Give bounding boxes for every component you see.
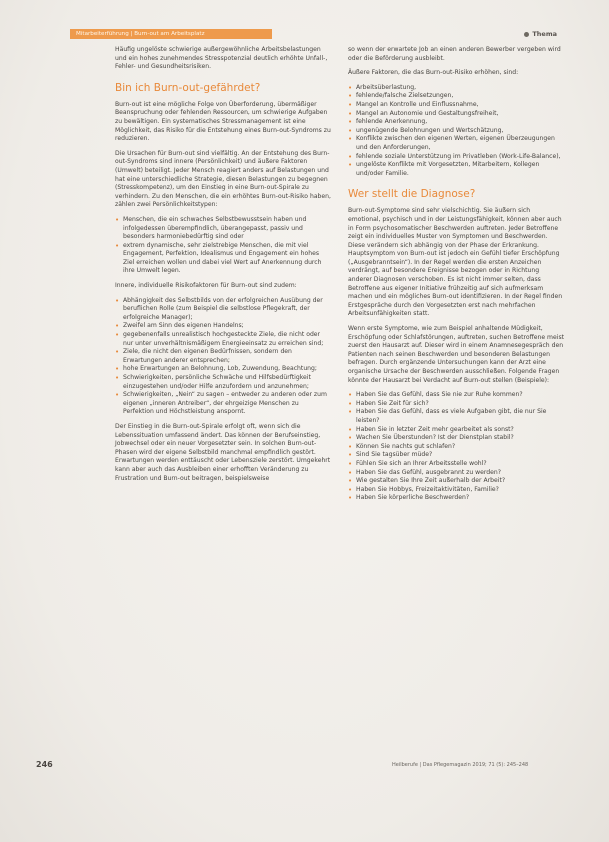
left-intro: Häufig ungelöste schwierige außergewöhnliche Arbeitsbelastungen und ein hohes zunehmendes Stresspotenzial deutlich erhöhte Unfall-, Fehler- und Gesundheitsrisiken. [115,46,328,71]
list-item: • Schwierigkeiten, „Nein“ zu sagen – entweder zu anderen oder zum eigenen „inneren Antreiber“, der ehrgeizige Menschen zu Perfektion und Höchstleistung anspornt. [115,391,331,417]
paragraph: Wenn erste Symptome, wie zum Beispiel anhaltende Müdigkeit, Erschöpfung oder Schlafstörungen, auftreten, suchen Betroffene meist zuerst den Hausarzt auf. Dieser wird in einem Anamnesegespräch den Patienten nach seinen Beschwerden und besonderen Belastungen befragen. Durch ergänzende Untersuchungen kann der Arzt eine organische Ursache der Beschwerden ausschließen. Folgende Fragen könnte der Hausarzt bei Verdacht auf Burn-out stellen (Beispiele): [348,325,565,384]
list-item: • Mangel an Autonomie und Gestaltungsfreiheit, [348,110,564,119]
doctor-questions-list [348,391,564,503]
right-intro: so wenn der erwartete Job an einen anderen Bewerber vergeben wird oder die Beförderung ausbleibt. [348,46,561,62]
journal-reference: Heilberufe | Das Pflegemagazin 2019; 71 (5): 245–248 [392,762,529,768]
left-column [115,46,331,489]
pin-icon [524,32,529,37]
section-tag: Mitarbeiterführung | Burn-out am Arbeitsplatz [70,29,272,39]
list-item: • gegebenenfalls unrealistisch hochgesteckte Ziele, die nicht oder nur unter unverhältnismäßigem Energieeinsatz zu erreichen sind; [115,331,331,348]
paragraph: Burn-out-Symptome sind sehr vielschichtig. Sie äußern sich emotional, psychisch und in der Leistungsfähigkeit, können aber auch in Form psychosomatischer Beschwerden auftreten. Jeder Betroffene zeigt ein individuelles Muster von Symptomen und Beschwerden. Diese verändern sich abhängig von der Phase der Erkrankung. Hauptsymptom von Burn-out ist jedoch ein Gefühl tiefer Erschöpfung („Ausgebranntsein“). In der Regel werden die ersten Anzeichen verdrängt, auf besondere Ereignisse bezogen oder in Richtung anderer Diagnosen verschoben. Es ist nicht immer selten, dass Betroffene aus eigener Initiative frühzeitig auf sich aufmerksam machen und ein mögliches Burn-out identifizieren. In der Regel finden Erstgespräche durch den Vorgesetzten erst nach mehrfachen Arbeitsunfähigkeiten statt. [348,207,563,318]
list-item: • Wie gestalten Sie Ihre Zeit außerhalb der Arbeit? [348,477,564,486]
list-item: • Haben Sie das Gefühl, dass es viele Aufgaben gibt, die nur Sie leisten? [348,408,564,425]
list-item: • Konflikte zwischen den eigenen Werten, eigenen Überzeugungen und den Anforderungen, [348,135,564,152]
list-item: • Haben Sie Hobbys, Freizeitaktivitäten, Familie? [348,486,564,495]
list-item: • Haben Sie Zeit für sich? [348,400,564,409]
list-item: • Wachen Sie Überstunden? Ist der Dienstplan stabil? [348,434,564,443]
personality-types-list [115,216,331,276]
list-item: • Haben Sie körperliche Beschwerden? [348,494,564,503]
list-item: • extrem dynamische, sehr zielstrebige Menschen, die mit viel Engagement, Perfektion, Idealismus und Engagement ein hohes Ziel erreichen wollen und dabei viel Wert auf Anerkennung durch ihre Umwelt legen. [115,242,331,276]
list-item: • fehlende Anerkennung, [348,118,564,127]
paragraph: Der Einstieg in die Burn-out-Spirale erfolgt oft, wenn sich die Lebenssituation umfassend ändert. Das können der Berufseinstieg, Jobwechsel oder ein neuer Vorgesetzter sein. In solchen Burn-out-Phasen wird der eigene Selbstbild manchmal empfindlich gestört. Erwartungen werden enttäuscht oder Lebensziele zerstört. Umgekehrt kann aber auch das Ausbleiben einer erhofften Veränderung zu Frustration und Burn-out beitragen, beispielsweise [115,422,331,482]
list-item: • Arbeitsüberlastung, [348,84,564,93]
list-item: • hohe Erwartungen an Belohnung, Lob, Zuwendung, Beachtung; [115,365,331,374]
list-item: • Haben Sie das Gefühl, dass Sie nie zur Ruhe kommen? [348,391,564,400]
list-item: • Zweifel am Sinn des eigenen Handelns; [115,322,331,331]
category-label [524,29,557,39]
category-text: Thema [532,30,557,38]
list-item: • fehlende soziale Unterstützung im Privatleben (Work-Life-Balance), [348,153,564,162]
list-item: • Ziele, die nicht den eigenen Bedürfnissen, sondern den Erwartungen anderer entsprechen; [115,348,331,365]
paragraph: Innere, individuelle Risikofaktoren für Burn-out sind zudem: [115,282,297,290]
list-item: • Menschen, die ein schwaches Selbstbewusstsein haben und infolgedessen überempfindlich, überangepasst, passiv und besonders harmoniebedürftig sind oder [115,216,331,242]
list-item: • ungelöste Konflikte mit Vorgesetzten, Mitarbeitern, Kollegen und/oder Familie. [348,161,564,178]
outer-risk-factors-list [348,84,564,179]
paragraph: Äußere Faktoren, die das Burn-out-Risiko erhöhen, sind: [348,69,519,77]
list-item: • Fühlen Sie sich an Ihrer Arbeitsstelle wohl? [348,460,564,469]
heading-burnout-risk: Bin ich Burn-out-gefährdet? [115,81,261,94]
list-item: • Sind Sie tagsüber müde? [348,451,564,460]
list-item: • Haben Sie in letzter Zeit mehr gearbeitet als sonst? [348,426,564,435]
paragraph: Burn-out ist eine mögliche Folge von Überforderung, übermäßiger Beanspruchung oder fehlenden Ressourcen, um schwierige Aufgaben zu bewältigen. Ein systematisches Stressmanagement ist eine Möglichkeit, das Risiko für die Entstehung eines Burn-out-Syndroms zu reduzieren. [115,100,331,143]
right-column [348,46,564,509]
inner-risk-factors-list [115,297,331,417]
heading-diagnosis: Wer stellt die Diagnose? [348,188,476,201]
list-item: • Abhängigkeit des Selbstbilds von der erfolgreichen Ausübung der beruflichen Rolle (zum Beispiel die selbstlose Pflegekraft, der erfolgreiche Manager); [115,297,331,323]
list-item: • Mangel an Kontrolle und Einflussnahme, [348,101,564,110]
page-number: 246 [36,760,53,769]
list-item: • Schwierigkeiten, persönliche Schwäche und Hilfsbedürftigkeit einzugestehen und/oder Hilfe anzufordern und anzunehmen; [115,374,331,391]
list-item: • Haben Sie das Gefühl, ausgebrannt zu werden? [348,469,564,478]
list-item: • Können Sie nachts gut schlafen? [348,443,564,452]
list-item: • ungenügende Belohnungen und Wertschätzung, [348,127,564,136]
paragraph: Die Ursachen für Burn-out sind vielfältig. An der Entstehung des Burn-out-Syndroms sind innere (Persönlichkeit) und äußere Faktoren (Umwelt) beteiligt. Jeder Mensch reagiert anders auf Belastungen und hat eine unterschiedliche Strategie, diesen Belastungen zu begegnen (Stresskompetenz), um den Einstieg in eine Burn-out-Spirale zu verhindern. Zu den Menschen, die ein erhöhtes Burn-out-Risiko haben, zählen zwei Persönlichkeitstypen: [115,149,331,209]
list-item: • fehlende/falsche Zielsetzungen, [348,92,564,101]
